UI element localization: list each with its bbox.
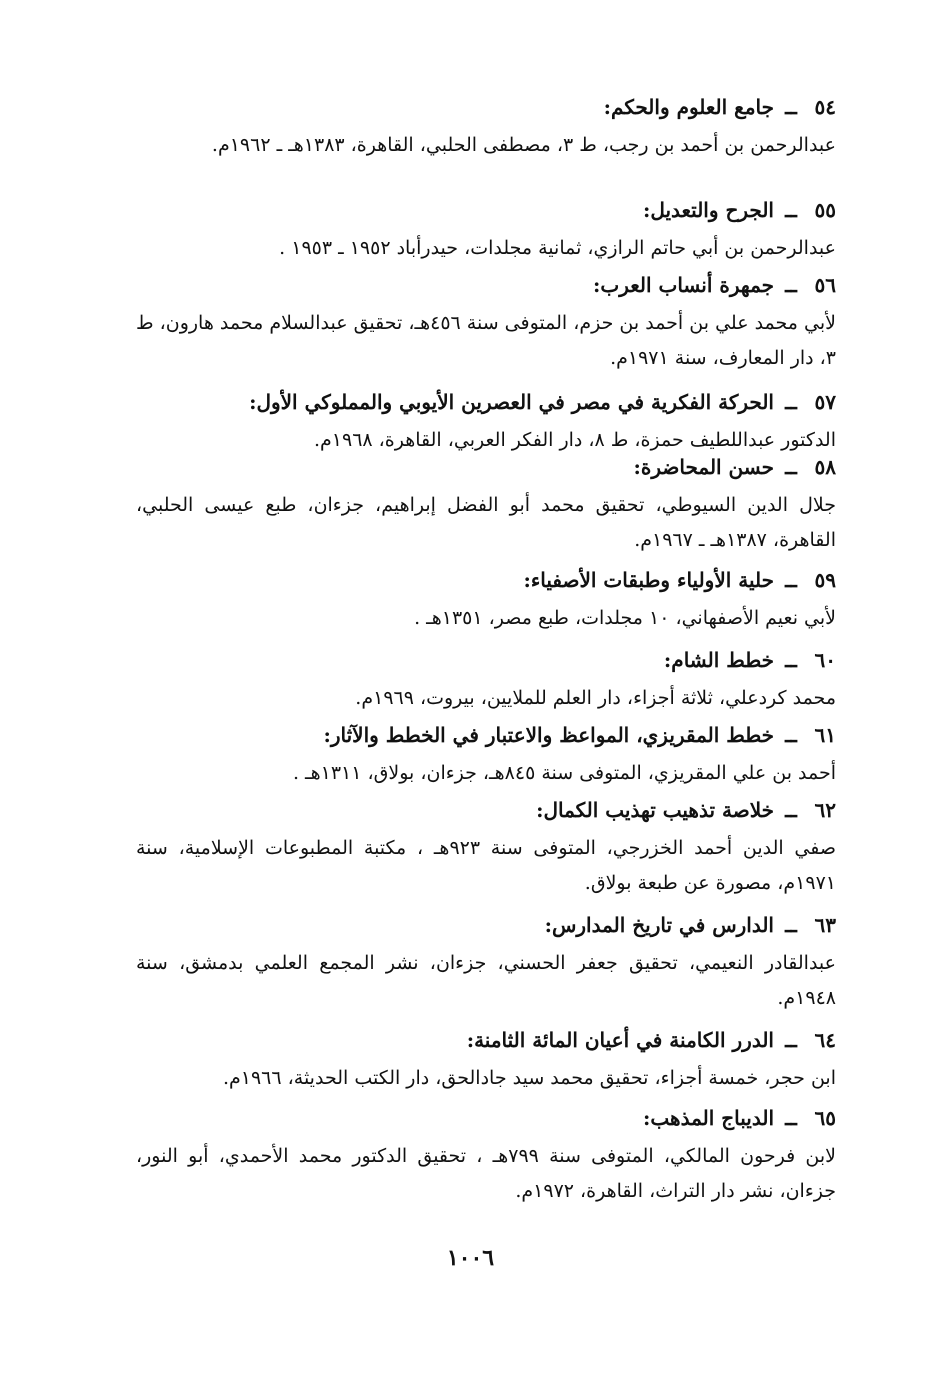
entry-dash: ــ	[785, 95, 797, 119]
entry-number: ٥٤	[814, 95, 836, 119]
bibliography-entry-55	[136, 195, 836, 266]
entry-dash: ــ	[785, 648, 797, 672]
bibliography-entry-60	[136, 645, 836, 716]
entry-number: ٦٢	[814, 798, 836, 822]
entry-title: جمهرة أنساب العرب:	[592, 273, 774, 297]
entry-dash: ــ	[785, 198, 797, 222]
bibliography-entry-61	[136, 720, 836, 791]
entry-title: خطط الشام:	[663, 648, 774, 672]
entry-citation: جلال الدين السيوطي، تحقيق محمد أبو الفضل إبراهيم، جزءان، طبع عيسى الحلبي، القاهرة، ١٣٨٧هـ ـ ١٩٦٧م.	[136, 494, 836, 551]
bibliography-entry-63	[136, 910, 836, 1016]
entry-number: ٥٨	[814, 455, 836, 479]
entry-dash: ــ	[785, 390, 797, 414]
bibliography-entry-59	[136, 565, 836, 636]
entry-dash: ــ	[785, 568, 797, 592]
entry-dash: ــ	[785, 723, 797, 747]
entry-dash: ــ	[785, 798, 797, 822]
entry-title: خلاصة تذهيب تهذيب الكمال:	[536, 798, 774, 822]
bibliography-entry-57	[136, 387, 836, 458]
entry-title: الدارس في تاريخ المدارس:	[544, 913, 774, 937]
entry-number: ٥٦	[814, 273, 836, 297]
entry-title: خطط المقريزي، المواعظ والاعتبار في الخطط والآثار:	[323, 723, 774, 747]
entry-heading	[136, 565, 836, 595]
entry-heading	[136, 1103, 836, 1133]
entry-heading	[136, 452, 836, 482]
entry-citation: أحمد بن علي المقريزي، المتوفى سنة ٨٤٥هـ، جزءان، بولاق، ١٣١١هـ .	[292, 762, 836, 784]
bibliography-entry-62	[136, 795, 836, 901]
entry-title: الديباج المذهب:	[643, 1106, 774, 1130]
entry-citation: عبدالقادر النعيمي، تحقيق جعفر الحسني، جزءان، نشر المجمع العلمي بدمشق، سنة ١٩٤٨م.	[136, 952, 836, 1009]
bibliography-entry-64	[136, 1025, 836, 1096]
entry-dash: ــ	[785, 273, 797, 297]
bibliography-entry-54	[136, 92, 836, 163]
entry-citation: لأبي نعيم الأصفهاني، ١٠ مجلدات، طبع مصر، ١٣٥١هـ .	[414, 607, 836, 629]
entry-citation: عبدالرحمن بن أحمد بن رجب، ط ٣، مصطفى الحلبي، القاهرة، ١٣٨٣هـ ـ ١٩٦٢م.	[211, 134, 836, 156]
entry-title: حسن المحاضرة:	[633, 455, 774, 479]
entry-number: ٥٥	[814, 198, 836, 222]
entry-number: ٦٣	[814, 913, 836, 937]
entry-title: الحركة الفكرية في مصر في العصرين الأيوبي والمملوكي الأول:	[249, 390, 774, 414]
entry-title: جامع العلوم والحكم:	[603, 95, 774, 119]
entry-citation: الدكتور عبداللطيف حمزة، ط ٨، دار الفكر العربي، القاهرة، ١٩٦٨م.	[313, 429, 836, 451]
entry-number: ٦٠	[814, 648, 836, 672]
page-number: ١٠٠٦	[446, 1245, 495, 1271]
entry-number: ٦١	[814, 723, 836, 747]
bibliography-entry-65	[136, 1103, 836, 1209]
entry-citation: صفي الدين أحمد الخزرجي، المتوفى سنة ٩٢٣هـ ، مكتبة المطبوعات الإسلامية، سنة ١٩٧١م، مصورة عن طبعة بولاق.	[136, 837, 836, 894]
entry-citation: لأبي محمد علي بن أحمد بن حزم، المتوفى سنة ٤٥٦هـ، تحقيق عبدالسلام محمد هارون، ط ٣، دار المعارف، سنة ١٩٧١م.	[136, 312, 836, 369]
entry-dash: ــ	[785, 913, 797, 937]
entry-citation: ابن حجر، خمسة أجزاء، تحقيق محمد سيد جادالحق، دار الكتب الحديثة، ١٩٦٦م.	[222, 1067, 836, 1089]
entry-heading	[136, 270, 836, 300]
entry-citation: عبدالرحمن بن أبي حاتم الرازي، ثمانية مجلدات، حيدرأباد ١٩٥٢ ـ ١٩٥٣ .	[279, 237, 836, 259]
entry-dash: ــ	[785, 1028, 797, 1052]
entry-number: ٦٥	[814, 1106, 836, 1130]
entry-heading	[136, 795, 836, 825]
entry-heading	[136, 910, 836, 940]
entry-heading	[136, 645, 836, 675]
entry-heading	[136, 387, 836, 417]
bibliography-entry-58	[136, 452, 836, 558]
entry-title: الجرح والتعديل:	[642, 198, 774, 222]
entry-title: الدرر الكامنة في أعيان المائة الثامنة:	[466, 1028, 774, 1052]
entry-heading	[136, 720, 836, 750]
entry-citation: لابن فرحون المالكي، المتوفى سنة ٧٩٩هـ ، تحقيق الدكتور محمد الأحمدي، أبو النور، جزءان، نشر دار التراث، القاهرة، ١٩٧٢م.	[136, 1145, 836, 1202]
entry-heading	[136, 92, 836, 122]
entry-dash: ــ	[785, 455, 797, 479]
entry-number: ٥٧	[814, 390, 836, 414]
entry-heading	[136, 1025, 836, 1055]
entry-title: حلية الأولياء وطبقات الأصفياء:	[523, 568, 774, 592]
entry-number: ٦٤	[814, 1028, 836, 1052]
entry-number: ٥٩	[814, 568, 836, 592]
bibliography-entry-56	[136, 270, 836, 376]
entry-dash: ــ	[785, 1106, 797, 1130]
entry-heading	[136, 195, 836, 225]
entry-citation: محمد كردعلي، ثلاثة أجزاء، دار العلم للملايين، بيروت، ١٩٦٩م.	[355, 687, 836, 709]
